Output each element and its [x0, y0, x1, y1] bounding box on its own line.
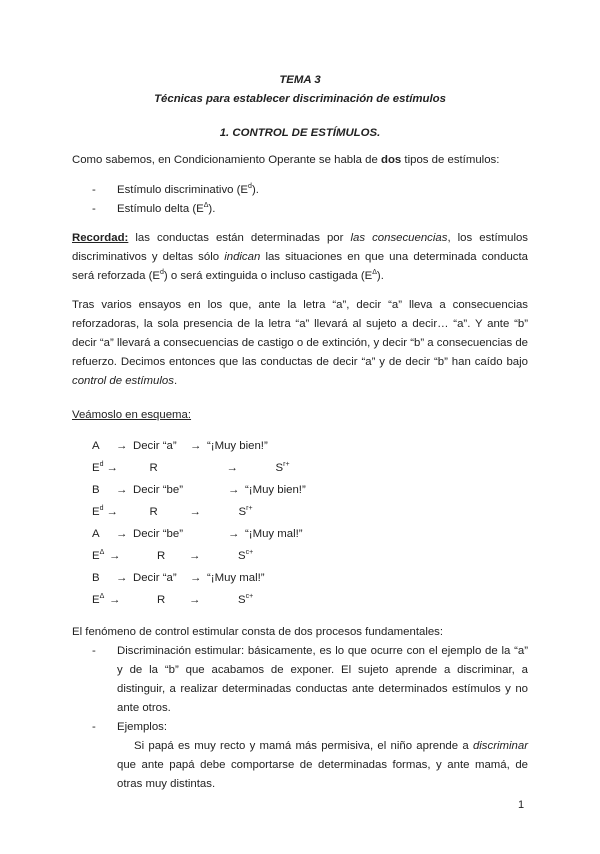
text: que ante papá debe comportarse de determinadas formas, y ante mamá, de otras muy distintas. — [117, 759, 528, 790]
schema-consequence-text: “¡Muy mal!” — [207, 572, 265, 584]
list-dash: - — [92, 184, 96, 196]
arrow-icon — [227, 459, 276, 478]
text: . — [173, 375, 178, 387]
schema-stimulus — [92, 569, 116, 588]
schema-consequence — [207, 569, 268, 588]
intro-text: Como sabemos, en Condicionamiento Operante se habla de — [72, 154, 381, 166]
schema-stimulus-text: A — [92, 440, 100, 452]
arrow-icon — [190, 437, 207, 456]
schema-response — [157, 591, 189, 610]
schema-response — [133, 525, 228, 544]
intro-bold: dos — [381, 154, 402, 166]
arrow-icon — [116, 569, 133, 588]
schema-label: Veámoslo en esquema: — [72, 409, 192, 421]
text: Tras varios ensayos en los que, ante la letra “a”, decir “a” lleva a consecuencias reforzadoras, la sola presencia de la letra “a” llevará al sujeto a decir… “a”. Y ante “b” decir “a” llevará a consecuencias de castigo o de extinción, y decir “b” a consecuencias de refuerzo. Decimos entonces que las conductas de decir “a” y de decir “b” han caído bajo — [72, 299, 528, 368]
arrow-icon — [109, 547, 157, 566]
text: , los estímulos discriminativos y deltas sólo — [72, 232, 529, 263]
schema-row — [92, 459, 528, 478]
intro-paragraph — [72, 151, 528, 170]
schema-row — [92, 547, 528, 566]
schema-consequence-text: S — [238, 594, 246, 606]
schema-row — [92, 503, 528, 522]
schema-consequence — [238, 547, 256, 566]
arrow-icon-text: → — [106, 462, 118, 474]
arrow-icon — [107, 503, 150, 522]
schema-stimulus-text: B — [92, 484, 100, 496]
schema-row — [92, 591, 528, 610]
superscript: d — [248, 183, 252, 190]
arrow-icon-text: → — [190, 440, 202, 452]
schema-row — [92, 569, 528, 588]
arrow-icon-text: → — [116, 572, 128, 584]
arrow-icon-text: → — [109, 550, 121, 562]
schema-stimulus — [92, 525, 116, 544]
schema-consequence — [238, 591, 256, 610]
schema-stimulus — [92, 591, 109, 610]
schema-stimulus — [92, 459, 107, 478]
schema-stimulus-text: E — [92, 462, 100, 474]
document-subtitle: Técnicas para establecer discriminación de estímulos — [154, 93, 446, 105]
superscript: Δ — [372, 269, 377, 276]
schema-stimulus-text: E — [92, 550, 100, 562]
arrow-icon-text: → — [226, 462, 238, 474]
schema-response-text: Decir “a” — [133, 572, 177, 584]
schema-consequence — [276, 459, 293, 478]
schema-response — [133, 437, 190, 456]
list-dash: - — [92, 721, 96, 733]
schema-response — [133, 569, 190, 588]
tras-paragraph — [72, 296, 528, 391]
arrow-icon — [116, 437, 133, 456]
arrow-icon — [116, 525, 133, 544]
arrow-icon-text: → — [228, 484, 240, 496]
intro-text-end: tipos de estímulos: — [401, 154, 500, 166]
list-item-ejemplos — [92, 718, 528, 737]
schema-consequence-text: S — [275, 462, 284, 474]
arrow-icon — [107, 459, 150, 478]
schema-consequence — [245, 481, 309, 500]
arrow-icon-text: → — [189, 594, 201, 606]
schema-row — [92, 437, 528, 456]
arrow-icon-text: → — [190, 572, 202, 584]
schema-consequence — [245, 525, 306, 544]
document-page — [72, 0, 528, 854]
list-text: Discriminación estimular: básicamente, es lo que ocurre con el ejemplo de la “a” y de la “b” que acabamos de exponer. El sujeto aprende a discriminar, a distinguir, a realizar determinadas conductas ante determinados estímulos y no ante otros. — [117, 645, 528, 714]
arrow-icon-text: → — [189, 506, 201, 518]
arrow-icon-text: → — [116, 484, 128, 496]
list-text: Estímulo delta (E — [117, 203, 204, 215]
arrow-icon-text: → — [116, 440, 128, 452]
schema-consequence — [239, 503, 256, 522]
arrow-icon — [190, 503, 239, 522]
superscript: Δ — [203, 202, 209, 209]
schema-response-text: R — [157, 550, 166, 562]
arrow-icon — [228, 525, 245, 544]
schema-response — [133, 481, 228, 500]
schema-diagram — [72, 437, 528, 610]
section-heading: 1. CONTROL DE ESTÍMULOS. — [219, 127, 381, 139]
superscript: d — [99, 505, 104, 512]
superscript: d — [160, 269, 164, 276]
list-text: Ejemplos: — [117, 721, 168, 733]
schema-stimulus-text: B — [92, 572, 100, 584]
list-dash: - — [92, 203, 96, 215]
schema-row — [92, 525, 528, 544]
schema-stimulus-text: A — [92, 528, 100, 540]
schema-response-text: Decir “a” — [133, 440, 177, 452]
document-title: TEMA 3 — [279, 74, 321, 86]
schema-row — [92, 481, 528, 500]
list-item-discriminacion — [92, 642, 528, 718]
superscript: r+ — [246, 505, 253, 512]
schema-consequence-text: S — [238, 550, 246, 562]
list-dash: - — [92, 645, 96, 657]
list-text: Estímulo discriminativo (E — [117, 184, 249, 196]
example-paragraph — [117, 737, 528, 794]
arrow-icon-text: → — [228, 528, 240, 540]
schema-response-text: R — [157, 594, 166, 606]
schema-response — [157, 547, 189, 566]
superscript: c+ — [245, 549, 254, 556]
schema-consequence-text: “¡Muy bien!” — [207, 440, 268, 452]
arrow-icon-text: → — [109, 594, 121, 606]
arrow-icon — [109, 591, 157, 610]
schema-stimulus — [92, 481, 116, 500]
schema-response — [150, 459, 227, 478]
superscript: c+ — [245, 593, 254, 600]
fenomeno-text: El fenómeno de control estimular consta de dos procesos fundamentales: — [72, 626, 444, 638]
arrow-icon — [228, 481, 245, 500]
superscript: r+ — [283, 461, 290, 468]
schema-response-text: Decir “be” — [133, 484, 184, 496]
superscript: Δ — [99, 593, 105, 600]
list-text-end: ). — [251, 184, 259, 196]
schema-response-text: R — [149, 462, 158, 474]
text: ) o será extinguida o incluso castigada (E — [163, 270, 373, 282]
text: Si papá es muy recto y mamá más permisiva, el niño aprende a — [134, 740, 473, 752]
superscript: Δ — [99, 549, 105, 556]
schema-consequence-text: “¡Muy bien!” — [245, 484, 306, 496]
italic-text: indican — [224, 251, 261, 263]
text: las situaciones en que una determinada conducta será reforzada (E — [72, 251, 528, 282]
schema-stimulus-text: E — [92, 594, 100, 606]
arrow-icon — [189, 547, 238, 566]
arrow-icon-text: → — [106, 506, 118, 518]
arrow-icon-text: → — [189, 550, 201, 562]
text: las conductas están determinadas por — [128, 232, 351, 244]
arrow-icon — [116, 481, 133, 500]
schema-response-text: Decir “be” — [133, 528, 184, 540]
schema-consequence-text: “¡Muy mal!” — [245, 528, 303, 540]
schema-response-text: R — [149, 506, 158, 518]
list-item — [92, 181, 528, 200]
list-item — [92, 200, 528, 219]
schema-consequence-text: S — [238, 506, 247, 518]
page-number: 1 — [518, 799, 525, 811]
superscript: d — [99, 461, 104, 468]
schema-stimulus-text: E — [92, 506, 100, 518]
recordad-label: Recordad: — [72, 232, 129, 244]
arrow-icon-text: → — [116, 528, 128, 540]
italic-text: discriminar — [472, 740, 528, 752]
schema-stimulus — [92, 503, 107, 522]
list-text-end: ). — [208, 203, 216, 215]
italic-text: las consecuencias — [350, 232, 448, 244]
schema-response — [150, 503, 190, 522]
italic-text: control de estímulos — [72, 375, 174, 387]
schema-stimulus — [92, 437, 116, 456]
schema-stimulus — [92, 547, 109, 566]
arrow-icon — [189, 591, 238, 610]
schema-consequence — [207, 437, 271, 456]
recordad-paragraph — [72, 229, 528, 286]
text: ). — [376, 270, 384, 282]
arrow-icon — [190, 569, 207, 588]
